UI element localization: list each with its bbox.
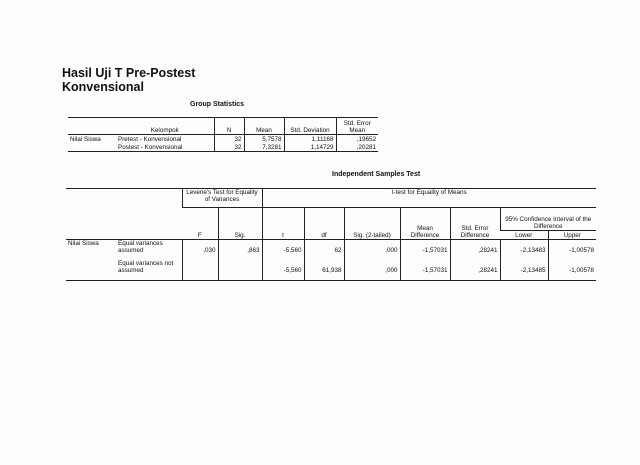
cell-sig: ,863 [218, 240, 262, 261]
cell-sd: 1,11168 [284, 135, 336, 144]
independent-test-caption: Independent Samples Test [332, 171, 421, 178]
table-row [66, 240, 596, 261]
header-upper: Upper [548, 231, 596, 240]
header-sig-2-tailed: Sig. (2-tailed) [344, 208, 400, 240]
table-row [66, 260, 596, 281]
cell-std-error-difference: ,28241 [450, 240, 500, 261]
cell-f: ,030 [182, 240, 218, 261]
header-df: df [304, 208, 344, 240]
cell-mean-difference: -1,57031 [400, 260, 450, 281]
cell-sig-2-tailed: ,000 [344, 260, 400, 281]
header-std-error-mean: Std. Error Mean [336, 118, 378, 135]
cell-sd: 1,14729 [284, 143, 336, 152]
cell-kelompok: Pretest - Konvensional [118, 135, 182, 143]
independent-samples-table [66, 188, 596, 281]
header-sig: Sig. [218, 208, 262, 240]
cell-sig-2-tailed: ,000 [344, 240, 400, 261]
cell-n: 32 [214, 135, 244, 144]
cell-kelompok: Postest - Konvensional [118, 143, 183, 151]
cell-se: ,20281 [336, 143, 378, 152]
cell-df: 61,938 [304, 260, 344, 281]
cell-mean: 5,7578 [244, 135, 284, 144]
cell-t: -5,560 [262, 240, 304, 261]
row-label-nilai-siswa: Nilai Siswa [68, 240, 99, 247]
cell-mean: 7,3281 [244, 143, 284, 152]
group-statistics-table [68, 117, 378, 152]
row-label-equal-not-assumed: Equal variances not assumed [118, 260, 174, 274]
cell-upper: -1,00578 [548, 260, 596, 281]
row-label-equal-assumed: Equal variances assumed [118, 240, 163, 254]
cell-lower: -2,13485 [500, 260, 548, 281]
header-mean-difference: Mean Difference [400, 208, 450, 240]
header-std-deviation: Std. Deviation [284, 118, 336, 135]
header-mean: Mean [244, 118, 284, 135]
doc-title: Hasil Uji T Pre-Postest [62, 66, 196, 80]
doc-subtitle: Konvensional [62, 80, 144, 94]
table-header-row [68, 118, 378, 135]
cell-mean-difference: -1,57031 [400, 240, 450, 261]
ci-header: 95% Confidence Interval of the Difference [500, 208, 596, 231]
header-kelompok: Kelompok [116, 118, 214, 135]
cell-lower: -2,13483 [500, 240, 548, 261]
cell-df: 62 [304, 240, 344, 261]
header-t: t [262, 208, 304, 240]
header-f: F [182, 208, 218, 240]
header-std-error-difference: Std. Error Difference [450, 208, 500, 240]
levene-header: Levene's Test for Equality of Variances [182, 189, 262, 208]
cell-t: -5,560 [262, 260, 304, 281]
table-row [68, 143, 378, 152]
cell-upper: -1,00578 [548, 240, 596, 261]
cell-std-error-difference: ,28241 [450, 260, 500, 281]
cell-f [182, 260, 218, 281]
header-empty [68, 118, 116, 135]
cell-se: ,19652 [336, 135, 378, 144]
cell-sig [218, 260, 262, 281]
row-label-nilai-siswa: Nilai Siswa [70, 135, 101, 143]
cell-n: 32 [214, 143, 244, 152]
header-lower: Lower [500, 231, 548, 240]
ttest-header: t-test for Equality of Means [262, 189, 596, 208]
header-row-1 [66, 189, 596, 208]
header-n: N [214, 118, 244, 135]
table-row [68, 135, 378, 144]
group-stats-caption: Group Statistics [190, 101, 245, 108]
